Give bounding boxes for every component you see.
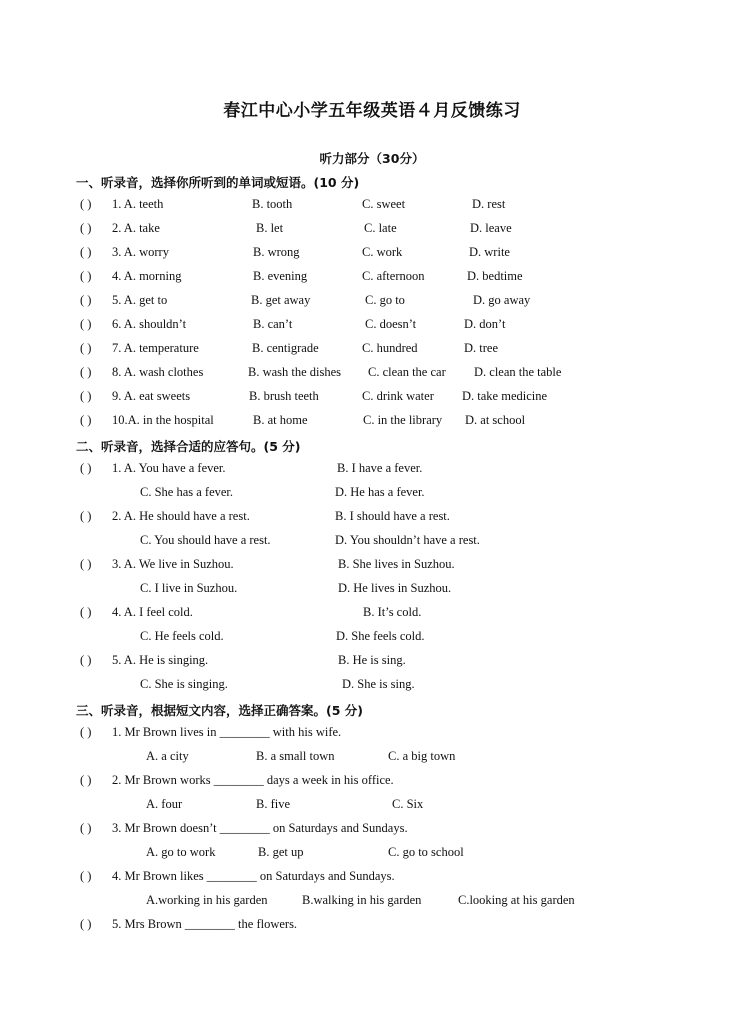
answer-blank: ( ) [80, 413, 92, 427]
question-text: 5. Mrs Brown ________ the flowers. [112, 917, 298, 931]
option-b: B. a small town [256, 749, 335, 763]
option-c: C. late [364, 221, 397, 235]
option-b: B. It’s cold. [363, 605, 422, 619]
s1-question-8 [0, 365, 744, 383]
s3-question-1-options [0, 749, 744, 767]
option-d: D. You shouldn’t have a rest. [335, 533, 480, 547]
answer-blank: ( ) [80, 293, 92, 307]
option-c: C. sweet [362, 197, 406, 211]
option-b: B. get away [251, 293, 311, 307]
option-a: 4. A. morning [112, 269, 182, 283]
option-c: C. hundred [362, 341, 418, 355]
answer-blank: ( ) [80, 365, 92, 379]
answer-blank: ( ) [80, 461, 92, 475]
option-d: D. rest [472, 197, 506, 211]
option-a: 2. A. take [112, 221, 160, 235]
option-c: C. clean the car [368, 365, 446, 379]
s1-question-6 [0, 317, 744, 335]
s2-question-1-row1 [0, 461, 744, 479]
option-a: 4. A. I feel cold. [112, 605, 193, 619]
s3-question-3 [0, 821, 744, 839]
option-c: C. You should have a rest. [140, 533, 271, 547]
option-d: D. He lives in Suzhou. [338, 581, 452, 595]
s3-question-4-options [0, 893, 744, 911]
option-c: C. drink water [362, 389, 434, 403]
option-d: D. leave [470, 221, 512, 235]
s2-question-5-row2 [0, 677, 744, 695]
option-b: B. I should have a rest. [335, 509, 450, 523]
section3-heading: 三、听录音，根据短文内容，选择正确答案。(5 分) [76, 703, 363, 718]
s1-question-10 [0, 413, 744, 431]
question-text: 3. Mr Brown doesn’t ________ on Saturdays and Sundays. [112, 821, 408, 835]
option-d: D. She feels cold. [336, 629, 425, 643]
s1-question-4 [0, 269, 744, 287]
s1-question-7 [0, 341, 744, 359]
option-b: B. He is sing. [338, 653, 406, 667]
s1-question-1 [0, 197, 744, 215]
option-d: D. go away [473, 293, 531, 307]
option-a: 5. A. get to [112, 293, 168, 307]
s3-question-2 [0, 773, 744, 791]
question-text: 2. Mr Brown works ________ days a week in his office. [112, 773, 394, 787]
answer-blank: ( ) [80, 773, 92, 787]
s2-question-3-row2 [0, 581, 744, 599]
answer-blank: ( ) [80, 725, 92, 739]
option-c: C. He feels cold. [140, 629, 224, 643]
option-a: 6. A. shouldn’t [112, 317, 187, 331]
option-a: 1. A. teeth [112, 197, 164, 211]
answer-blank: ( ) [80, 605, 92, 619]
option-c: C. go to [365, 293, 405, 307]
option-c: C. a big town [388, 749, 456, 763]
option-a: 3. A. We live in Suzhou. [112, 557, 234, 571]
option-c: C. Six [392, 797, 424, 811]
option-c: C. go to school [388, 845, 464, 859]
s1-question-5 [0, 293, 744, 311]
option-c: C. work [362, 245, 403, 259]
option-d: D. write [469, 245, 510, 259]
option-c: C. She is singing. [140, 677, 228, 691]
answer-blank: ( ) [80, 557, 92, 571]
s1-question-3 [0, 245, 744, 263]
option-c: C. I live in Suzhou. [140, 581, 238, 595]
option-d: D. She is sing. [342, 677, 415, 691]
s2-question-3-row1 [0, 557, 744, 575]
answer-blank: ( ) [80, 197, 92, 211]
option-b: B. five [256, 797, 291, 811]
option-a: 10.A. in the hospital [112, 413, 214, 427]
answer-blank: ( ) [80, 821, 92, 835]
s2-question-2-row2 [0, 533, 744, 551]
s3-question-3-options [0, 845, 744, 863]
option-b: B. wash the dishes [248, 365, 342, 379]
option-b: B. evening [253, 269, 308, 283]
section2-heading: 二、听录音，选择合适的应答句。(5 分) [76, 439, 301, 454]
listening-subtitle: 听力部分（30分） [319, 151, 425, 166]
s1-question-9 [0, 389, 744, 407]
option-a: 2. A. He should have a rest. [112, 509, 250, 523]
option-d: D. don’t [464, 317, 506, 331]
option-b: B. centigrade [252, 341, 319, 355]
option-c: C. afternoon [362, 269, 425, 283]
option-a: 7. A. temperature [112, 341, 199, 355]
s2-question-5-row1 [0, 653, 744, 671]
option-b: B. at home [253, 413, 308, 427]
answer-blank: ( ) [80, 917, 92, 931]
section1-heading: 一、听录音，选择你所听到的单词或短语。(10 分) [76, 175, 360, 190]
option-b: B. get up [258, 845, 304, 859]
answer-blank: ( ) [80, 245, 92, 259]
option-b: B.walking in his garden [302, 893, 422, 907]
option-a: 1. A. You have a fever. [112, 461, 226, 475]
option-b: B. I have a fever. [337, 461, 423, 475]
s2-question-1-row2 [0, 485, 744, 503]
option-d: D. bedtime [467, 269, 523, 283]
s3-question-4 [0, 869, 744, 887]
question-text: 4. Mr Brown likes ________ on Saturdays and Sundays. [112, 869, 395, 883]
option-a: A. go to work [146, 845, 216, 859]
option-b: B. let [256, 221, 284, 235]
option-d: D. take medicine [462, 389, 548, 403]
s1-question-2 [0, 221, 744, 239]
s2-question-4-row2 [0, 629, 744, 647]
option-d: D. He has a fever. [335, 485, 425, 499]
answer-blank: ( ) [80, 269, 92, 283]
option-d: D. clean the table [474, 365, 562, 379]
option-c: C. She has a fever. [140, 485, 234, 499]
answer-blank: ( ) [80, 509, 92, 523]
s3-question-1 [0, 725, 744, 743]
option-b: B. brush teeth [249, 389, 319, 403]
answer-blank: ( ) [80, 221, 92, 235]
option-d: D. at school [465, 413, 526, 427]
option-b: B. She lives in Suzhou. [338, 557, 455, 571]
option-a: A.working in his garden [146, 893, 268, 907]
option-b: B. wrong [253, 245, 300, 259]
s3-question-5 [0, 917, 744, 935]
option-a: 5. A. He is singing. [112, 653, 209, 667]
answer-blank: ( ) [80, 341, 92, 355]
option-b: B. can’t [253, 317, 293, 331]
answer-blank: ( ) [80, 653, 92, 667]
option-c: C. doesn’t [365, 317, 417, 331]
option-a: 9. A. eat sweets [112, 389, 191, 403]
s3-question-2-options [0, 797, 744, 815]
option-a: A. four [146, 797, 183, 811]
s2-question-2-row1 [0, 509, 744, 527]
page-title: 春江中心小学五年级英语４月反馈练习 [223, 101, 521, 121]
option-a: A. a city [146, 749, 189, 763]
answer-blank: ( ) [80, 389, 92, 403]
question-text: 1. Mr Brown lives in ________ with his wife. [112, 725, 342, 739]
option-c: C. in the library [363, 413, 443, 427]
answer-blank: ( ) [80, 869, 92, 883]
answer-blank: ( ) [80, 317, 92, 331]
s2-question-4-row1 [0, 605, 744, 623]
option-d: D. tree [464, 341, 499, 355]
option-c: C.looking at his garden [458, 893, 575, 907]
option-b: B. tooth [252, 197, 293, 211]
option-a: 3. A. worry [112, 245, 169, 259]
option-a: 8. A. wash clothes [112, 365, 204, 379]
